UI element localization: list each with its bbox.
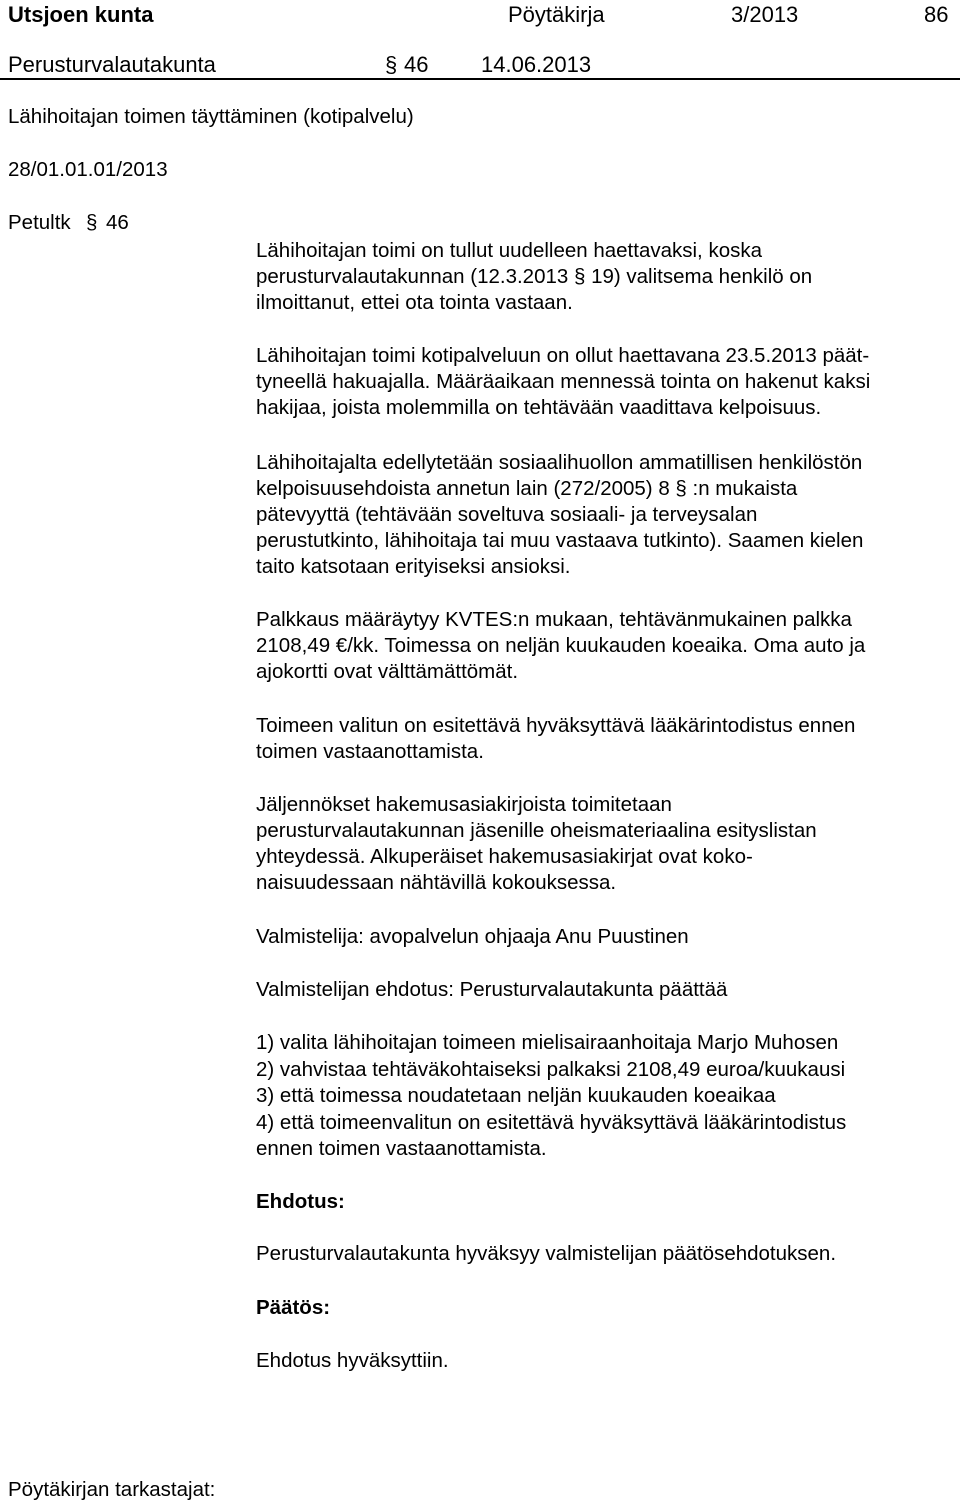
text-line: Lähihoitajan toimi kotipalveluun on ollut haettavana 23.5.2013 päät- (256, 344, 870, 367)
text-line: Jäljennökset hakemusasiakirjoista toimitetaan (256, 793, 672, 816)
text-line: perusturvalautakunnan (12.3.2013 § 19) valitsema henkilö on (256, 265, 813, 288)
document-type: Pöytäkirja (508, 2, 605, 27)
text-line: hakijaa, joista molemmilla on tehtävään vaadittava kelpoisuus. (256, 396, 822, 419)
reference-board: Petultk (8, 211, 71, 234)
proposal-intro: Valmistelijan ehdotus: Perusturvalautakunta päättää (256, 978, 728, 1001)
proposal-item: ennen toimen vastaanottamista. (256, 1137, 547, 1160)
paragraph-medical-certificate (256, 713, 946, 765)
section-sign: § (385, 52, 398, 77)
text-line: perusturvalautakunnan jäsenille oheismateriaalina esityslistan (256, 819, 817, 842)
preparer: Valmistelija: avopalvelun ohjaaja Anu Puustinen (256, 925, 689, 948)
organization-name: Utsjoen kunta (8, 2, 154, 27)
paragraph-background (256, 238, 946, 316)
text-line: tyneellä hakuajalla. Määräaikaan mennessä tointa on hakenut kaksi (256, 370, 871, 393)
text-line: perustutkinto, lähihoitaja tai muu vastaava tutkinto). Saamen kielen (256, 529, 864, 552)
text-line: yhteydessä. Alkuperäiset hakemusasiakirjat ovat koko- (256, 845, 753, 868)
text-line: Lähihoitajalta edellytetään sosiaalihuollon ammatillisen henkilöstön (256, 451, 863, 474)
proposal-item: 4) että toimeenvalitun on esitettävä hyväksyttävä lääkärintodistus (256, 1110, 847, 1134)
text-line: Toimeen valitun on esitettävä hyväksyttävä lääkärintodistus ennen (256, 714, 856, 737)
page-number: 86 (924, 2, 949, 27)
paragraph-application (256, 343, 946, 421)
text-line: naisuudessaan nähtävillä kokouksessa. (256, 871, 617, 894)
motion-text: Perusturvalautakunta hyväksyy valmistelijan päätösehdotuksen. (256, 1242, 837, 1265)
decision-text: Ehdotus hyväksyttiin. (256, 1349, 449, 1372)
proposal-item: 2) vahvistaa tehtäväkohtaiseksi palkaksi 2108,49 euroa/kuukausi (256, 1057, 846, 1081)
text-line: Palkkaus määräytyy KVTES:n mukaan, tehtävänmukainen palkka (256, 608, 852, 631)
reviewers-label: Pöytäkirjan tarkastajat: (8, 1478, 216, 1501)
meeting-date: 14.06.2013 (481, 52, 592, 77)
paragraph-copies (256, 792, 946, 896)
text-line: taito katsotaan erityiseksi ansioksi. (256, 555, 571, 578)
board-name: Perusturvalautakunta (8, 52, 216, 77)
paragraph-qualifications (256, 450, 946, 580)
text-line: ajokortti ovat välttämättömät. (256, 660, 519, 683)
reference-number: 46 (106, 211, 129, 234)
header-divider (0, 78, 960, 80)
paragraph-salary (256, 607, 946, 685)
text-line: toimen vastaanottamista. (256, 740, 484, 763)
proposal-item: 3) että toimessa noudatetaan neljän kuukauden koeaikaa (256, 1084, 776, 1107)
motion-heading: Ehdotus: (256, 1190, 345, 1213)
decision-heading: Päätös: (256, 1296, 331, 1319)
proposal-item: 1) valita lähihoitajan toimeen mielisairaanhoitaja Marjo Muhosen (256, 1031, 839, 1054)
reference-section-sign: § (86, 211, 98, 234)
document-number: 3/2013 (731, 2, 799, 27)
text-line: ilmoittanut, ettei ota tointa vastaan. (256, 291, 573, 314)
text-line: kelpoisuusehdoista annetun lain (272/2005) 8 § :n mukaista (256, 477, 798, 500)
matter-title: Lähihoitajan toimen täyttäminen (kotipalvelu) (8, 105, 414, 128)
file-number: 28/01.01.01/2013 (8, 158, 168, 181)
section-number: 46 (404, 52, 429, 77)
proposal-list (256, 1030, 946, 1163)
text-line: Lähihoitajan toimi on tullut uudelleen haettavaksi, koska (256, 239, 762, 262)
text-line: 2108,49 €/kk. Toimessa on neljän kuukauden koeaika. Oma auto ja (256, 634, 866, 657)
text-line: pätevyyttä (tehtävään soveltuva sosiaali- ja terveysalan (256, 503, 758, 526)
